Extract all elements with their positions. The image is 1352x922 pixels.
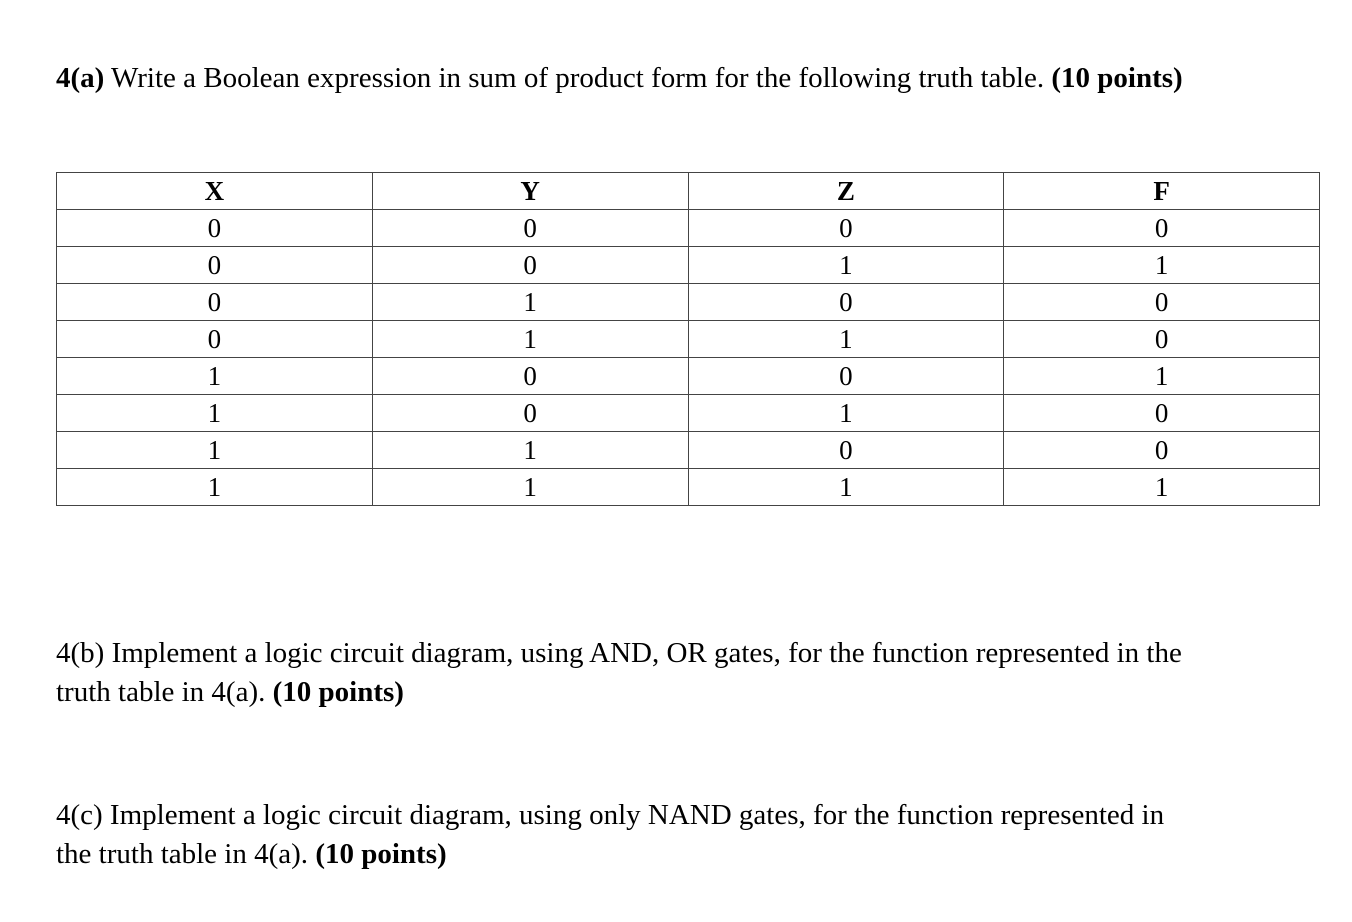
table-row — [57, 284, 1320, 321]
cell-y: 0 — [372, 395, 688, 432]
cell-y: 1 — [372, 432, 688, 469]
cell-y: 0 — [372, 358, 688, 395]
cell-y: 0 — [372, 210, 688, 247]
cell-z: 1 — [688, 247, 1004, 284]
cell-f: 0 — [1004, 432, 1320, 469]
table-row — [57, 321, 1320, 358]
cell-x: 1 — [57, 432, 373, 469]
question-4c-line1: 4(c) Implement a logic circuit diagram, using only NAND gates, for the function represented in — [56, 799, 1165, 831]
header-x: X — [57, 173, 373, 210]
question-4a — [56, 59, 1183, 98]
cell-z: 0 — [688, 432, 1004, 469]
table-row — [57, 432, 1320, 469]
cell-f: 0 — [1004, 321, 1320, 358]
cell-f: 1 — [1004, 247, 1320, 284]
table-row — [57, 358, 1320, 395]
table-row — [57, 469, 1320, 506]
question-4c — [56, 796, 1164, 874]
question-4c-line2: the truth table in 4(a). — [56, 838, 316, 870]
question-4a-text: Write a Boolean expression in sum of product form for the following truth table. — [104, 62, 1052, 94]
truth-table-header-row — [57, 173, 1320, 210]
truth-table — [56, 172, 1320, 506]
question-4a-points: (10 points) — [1051, 62, 1183, 94]
question-4b-line1: 4(b) Implement a logic circuit diagram, using AND, OR gates, for the function represented in the — [56, 637, 1182, 669]
question-4a-number: 4(a) — [56, 62, 105, 94]
cell-z: 1 — [688, 395, 1004, 432]
cell-x: 0 — [57, 210, 373, 247]
cell-z: 1 — [688, 469, 1004, 506]
cell-z: 0 — [688, 210, 1004, 247]
question-4b — [56, 634, 1182, 712]
cell-f: 1 — [1004, 358, 1320, 395]
cell-f: 0 — [1004, 284, 1320, 321]
cell-y: 1 — [372, 284, 688, 321]
question-4b-line2: truth table in 4(a). — [56, 676, 273, 708]
cell-z: 1 — [688, 321, 1004, 358]
cell-x: 1 — [57, 469, 373, 506]
cell-x: 0 — [57, 284, 373, 321]
header-z: Z — [688, 173, 1004, 210]
cell-y: 0 — [372, 247, 688, 284]
cell-f: 0 — [1004, 395, 1320, 432]
cell-x: 1 — [57, 395, 373, 432]
table-row — [57, 210, 1320, 247]
cell-x: 0 — [57, 321, 373, 358]
cell-x: 0 — [57, 247, 373, 284]
cell-y: 1 — [372, 321, 688, 358]
cell-x: 1 — [57, 358, 373, 395]
question-4c-points: (10 points) — [315, 838, 447, 870]
cell-y: 1 — [372, 469, 688, 506]
header-f: F — [1004, 173, 1320, 210]
header-y: Y — [372, 173, 688, 210]
table-row — [57, 247, 1320, 284]
question-4b-points: (10 points) — [272, 676, 404, 708]
table-row — [57, 395, 1320, 432]
cell-z: 0 — [688, 284, 1004, 321]
cell-f: 1 — [1004, 469, 1320, 506]
cell-f: 0 — [1004, 210, 1320, 247]
cell-z: 0 — [688, 358, 1004, 395]
